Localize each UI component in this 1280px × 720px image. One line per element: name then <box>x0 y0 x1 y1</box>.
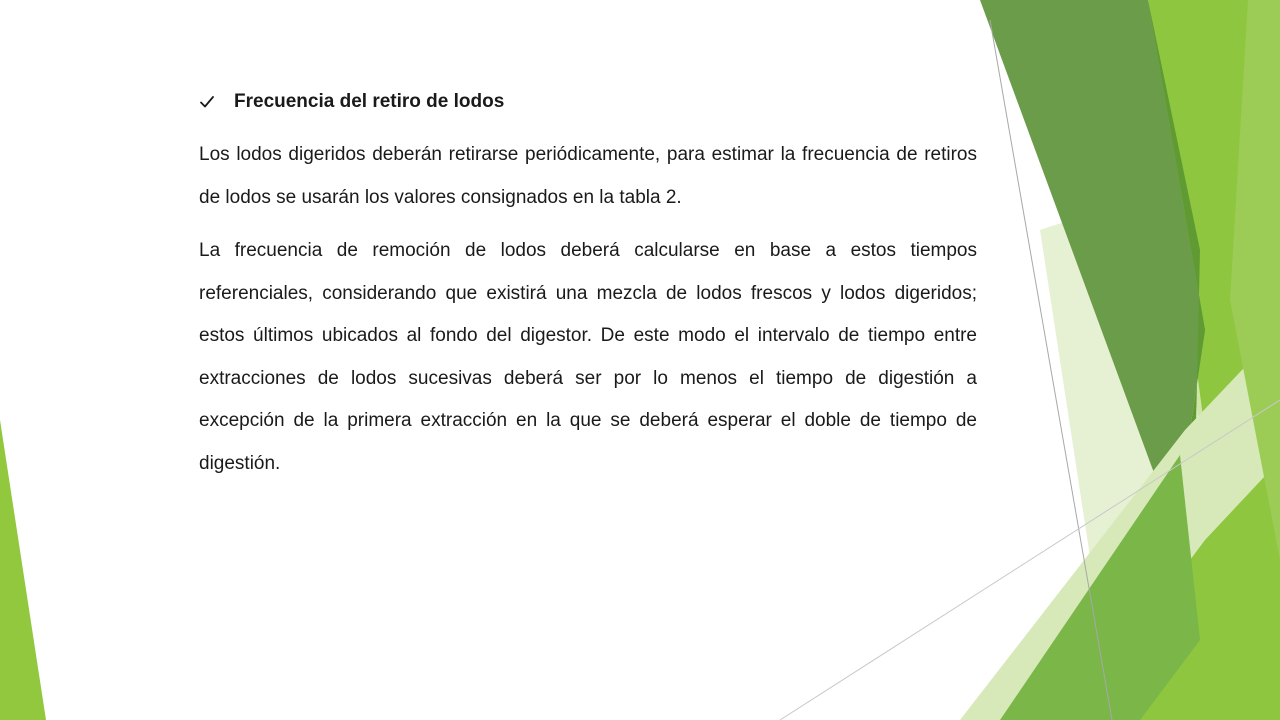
left-edge-shape <box>0 420 46 720</box>
paragraph-2: La frecuencia de remoción de lodos deberá calcularse en base a estos tiempos referenciales, considerando que existirá una mezcla de lodos frescos y lodos digeridos; estos últimos ubicados al fondo del digestor. De este modo el intervalo de tiempo entre extracciones de lodos sucesivas deberá ser por lo menos el tiempo de digestión a excepción de la primera extracción en la que se deberá esperar el doble de tiempo de digestión. <box>199 240 977 474</box>
heading-text: Frecuencia del retiro de lodos <box>234 91 505 112</box>
bullet-heading <box>199 84 977 120</box>
paragraph-1: Los lodos digeridos deberán retirarse periódicamente, para estimar la frecuencia de retiros de lodos se usarán los valores consignados en la tabla 2. <box>199 144 977 208</box>
content-area <box>199 84 977 485</box>
checkmark-icon <box>199 94 215 110</box>
